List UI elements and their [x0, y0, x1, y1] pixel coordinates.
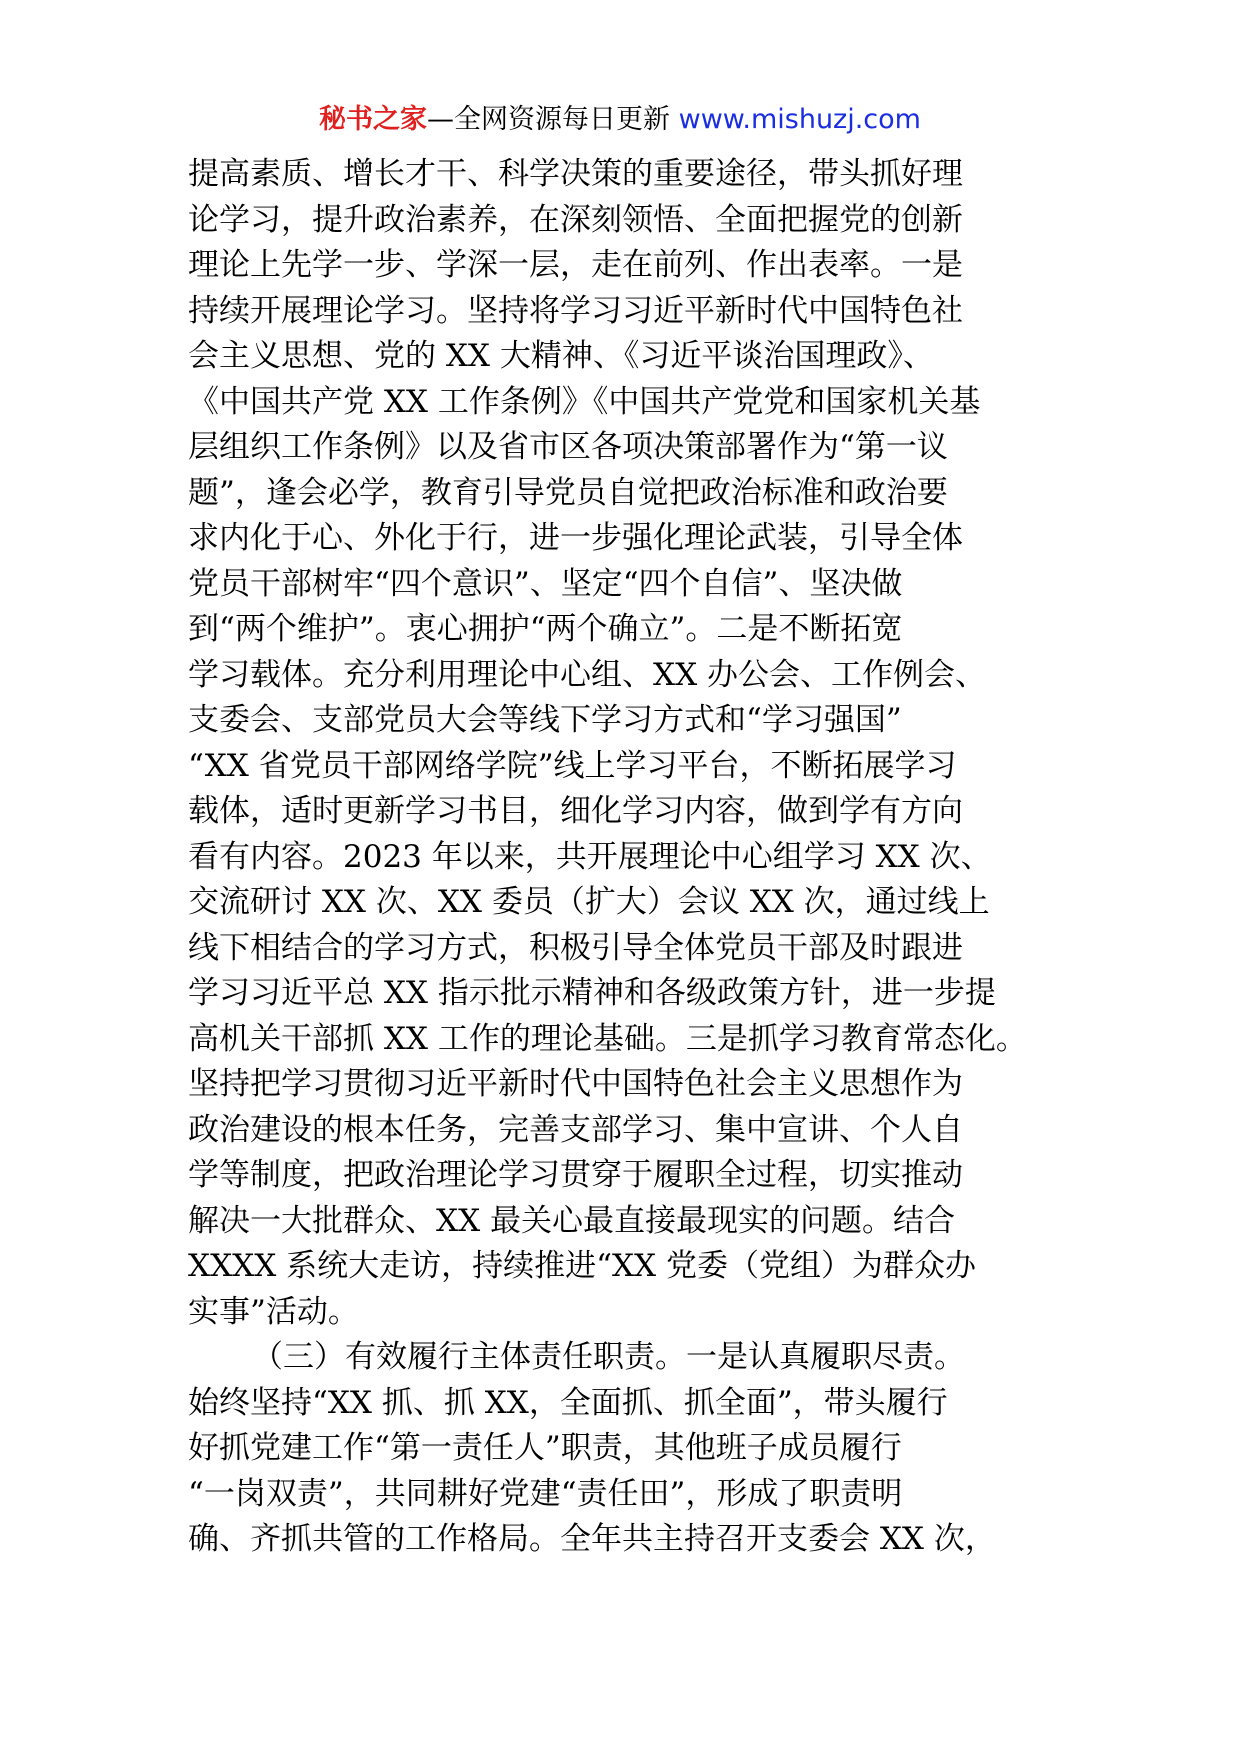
text-line: 看有内容。2023 年以来，共开展理论中心组学习 XX 次、: [188, 838, 992, 875]
text-line: 确、齐抓共管的工作格局。全年共主持召开支委会 XX 次，: [188, 1521, 996, 1557]
site-brand: 秘书之家: [319, 104, 428, 135]
text-line: 题”，逢会必学，教育引导党员自觉把政治标准和政治要: [188, 474, 948, 511]
text-line: 提高素质、增长才干、科学决策的重要途径，带头抓好理: [188, 156, 963, 192]
site-url-link[interactable]: www.mishuzj.com: [678, 104, 921, 135]
text-line: 到“两个维护”。衷心拥护“两个确立”。二是不断拓宽: [188, 611, 903, 647]
text-line: 党员干部树牢“四个意识”、坚定“四个自信”、坚决做: [188, 565, 903, 602]
text-line: 载体，适时更新学习书目，细化学习内容，做到学有方向: [188, 793, 963, 829]
text-line: 政治建设的根本任务，完善支部学习、集中宣讲、个人自: [188, 1111, 963, 1148]
text-line: 交流研讨 XX 次、XX 委员（扩大）会议 XX 次，通过线上: [188, 884, 990, 920]
text-line: “XX 省党员干部网络学院”线上学习平台，不断拓展学习: [188, 747, 957, 784]
text-line: 持续开展理论学习。坚持将学习习近平新时代中国特色社: [188, 292, 963, 329]
text-line: “一岗双责”，共同耕好党建“责任田”，形成了职责明: [188, 1475, 903, 1512]
text-line: 线下相结合的学习方式，积极引导全体党员干部及时跟进: [188, 929, 963, 966]
section-heading-line: （三）有效履行主体责任职责。一是认真履职尽责。: [252, 1339, 965, 1375]
text-line: 《中国共产党 XX 工作条例》《中国共产党党和国家机关基: [188, 383, 981, 420]
text-line: 求内化于心、外化于行，进一步强化理论武装，引导全体: [188, 520, 963, 556]
text-line: 好抓党建工作“第一责任人”职责，其他班子成员履行: [188, 1430, 902, 1466]
text-line: 学习载体。充分利用理论中心组、XX 办公会、工作例会、: [188, 656, 986, 693]
document-body: [188, 152, 1058, 1563]
text-line: 坚持把学习贯彻习近平新时代中国特色社会主义思想作为: [188, 1066, 963, 1102]
text-line: 学等制度，把政治理论学习贯穿于履职全过程，切实推动: [188, 1157, 963, 1193]
text-line: XXXX 系统大走访，持续推进“XX 党委（党组）为群众办: [188, 1248, 976, 1284]
site-tagline: —全网资源每日更新: [427, 104, 679, 135]
text-line: 高机关干部抓 XX 工作的理论基础。三是抓学习教育常态化。: [188, 1020, 1027, 1057]
text-line: 支委会、支部党员大会等线下学习方式和“学习强国”: [188, 702, 902, 738]
text-line: 实事”活动。: [188, 1293, 359, 1330]
text-line: 会主义思想、党的 XX 大精神、《习近平谈治国理政》、: [188, 338, 934, 374]
text-line: 解决一大批群众、XX 最关心最直接最现实的问题。结合: [188, 1202, 955, 1239]
text-line: 始终坚持“XX 抓、抓 XX，全面抓、抓全面”，带头履行: [188, 1384, 948, 1421]
text-line: 学习习近平总 XX 指示批示精神和各级政策方针，进一步提: [188, 975, 996, 1011]
text-line: 理论上先学一步、学深一层，走在前列、作出表率。一是: [188, 247, 963, 283]
text-line: 层组织工作条例》以及省市区各项决策部署作为“第一议: [188, 429, 948, 465]
text-line: 论学习，提升政治素养，在深刻领悟、全面把握党的创新: [188, 201, 963, 238]
site-header: [0, 100, 1240, 140]
